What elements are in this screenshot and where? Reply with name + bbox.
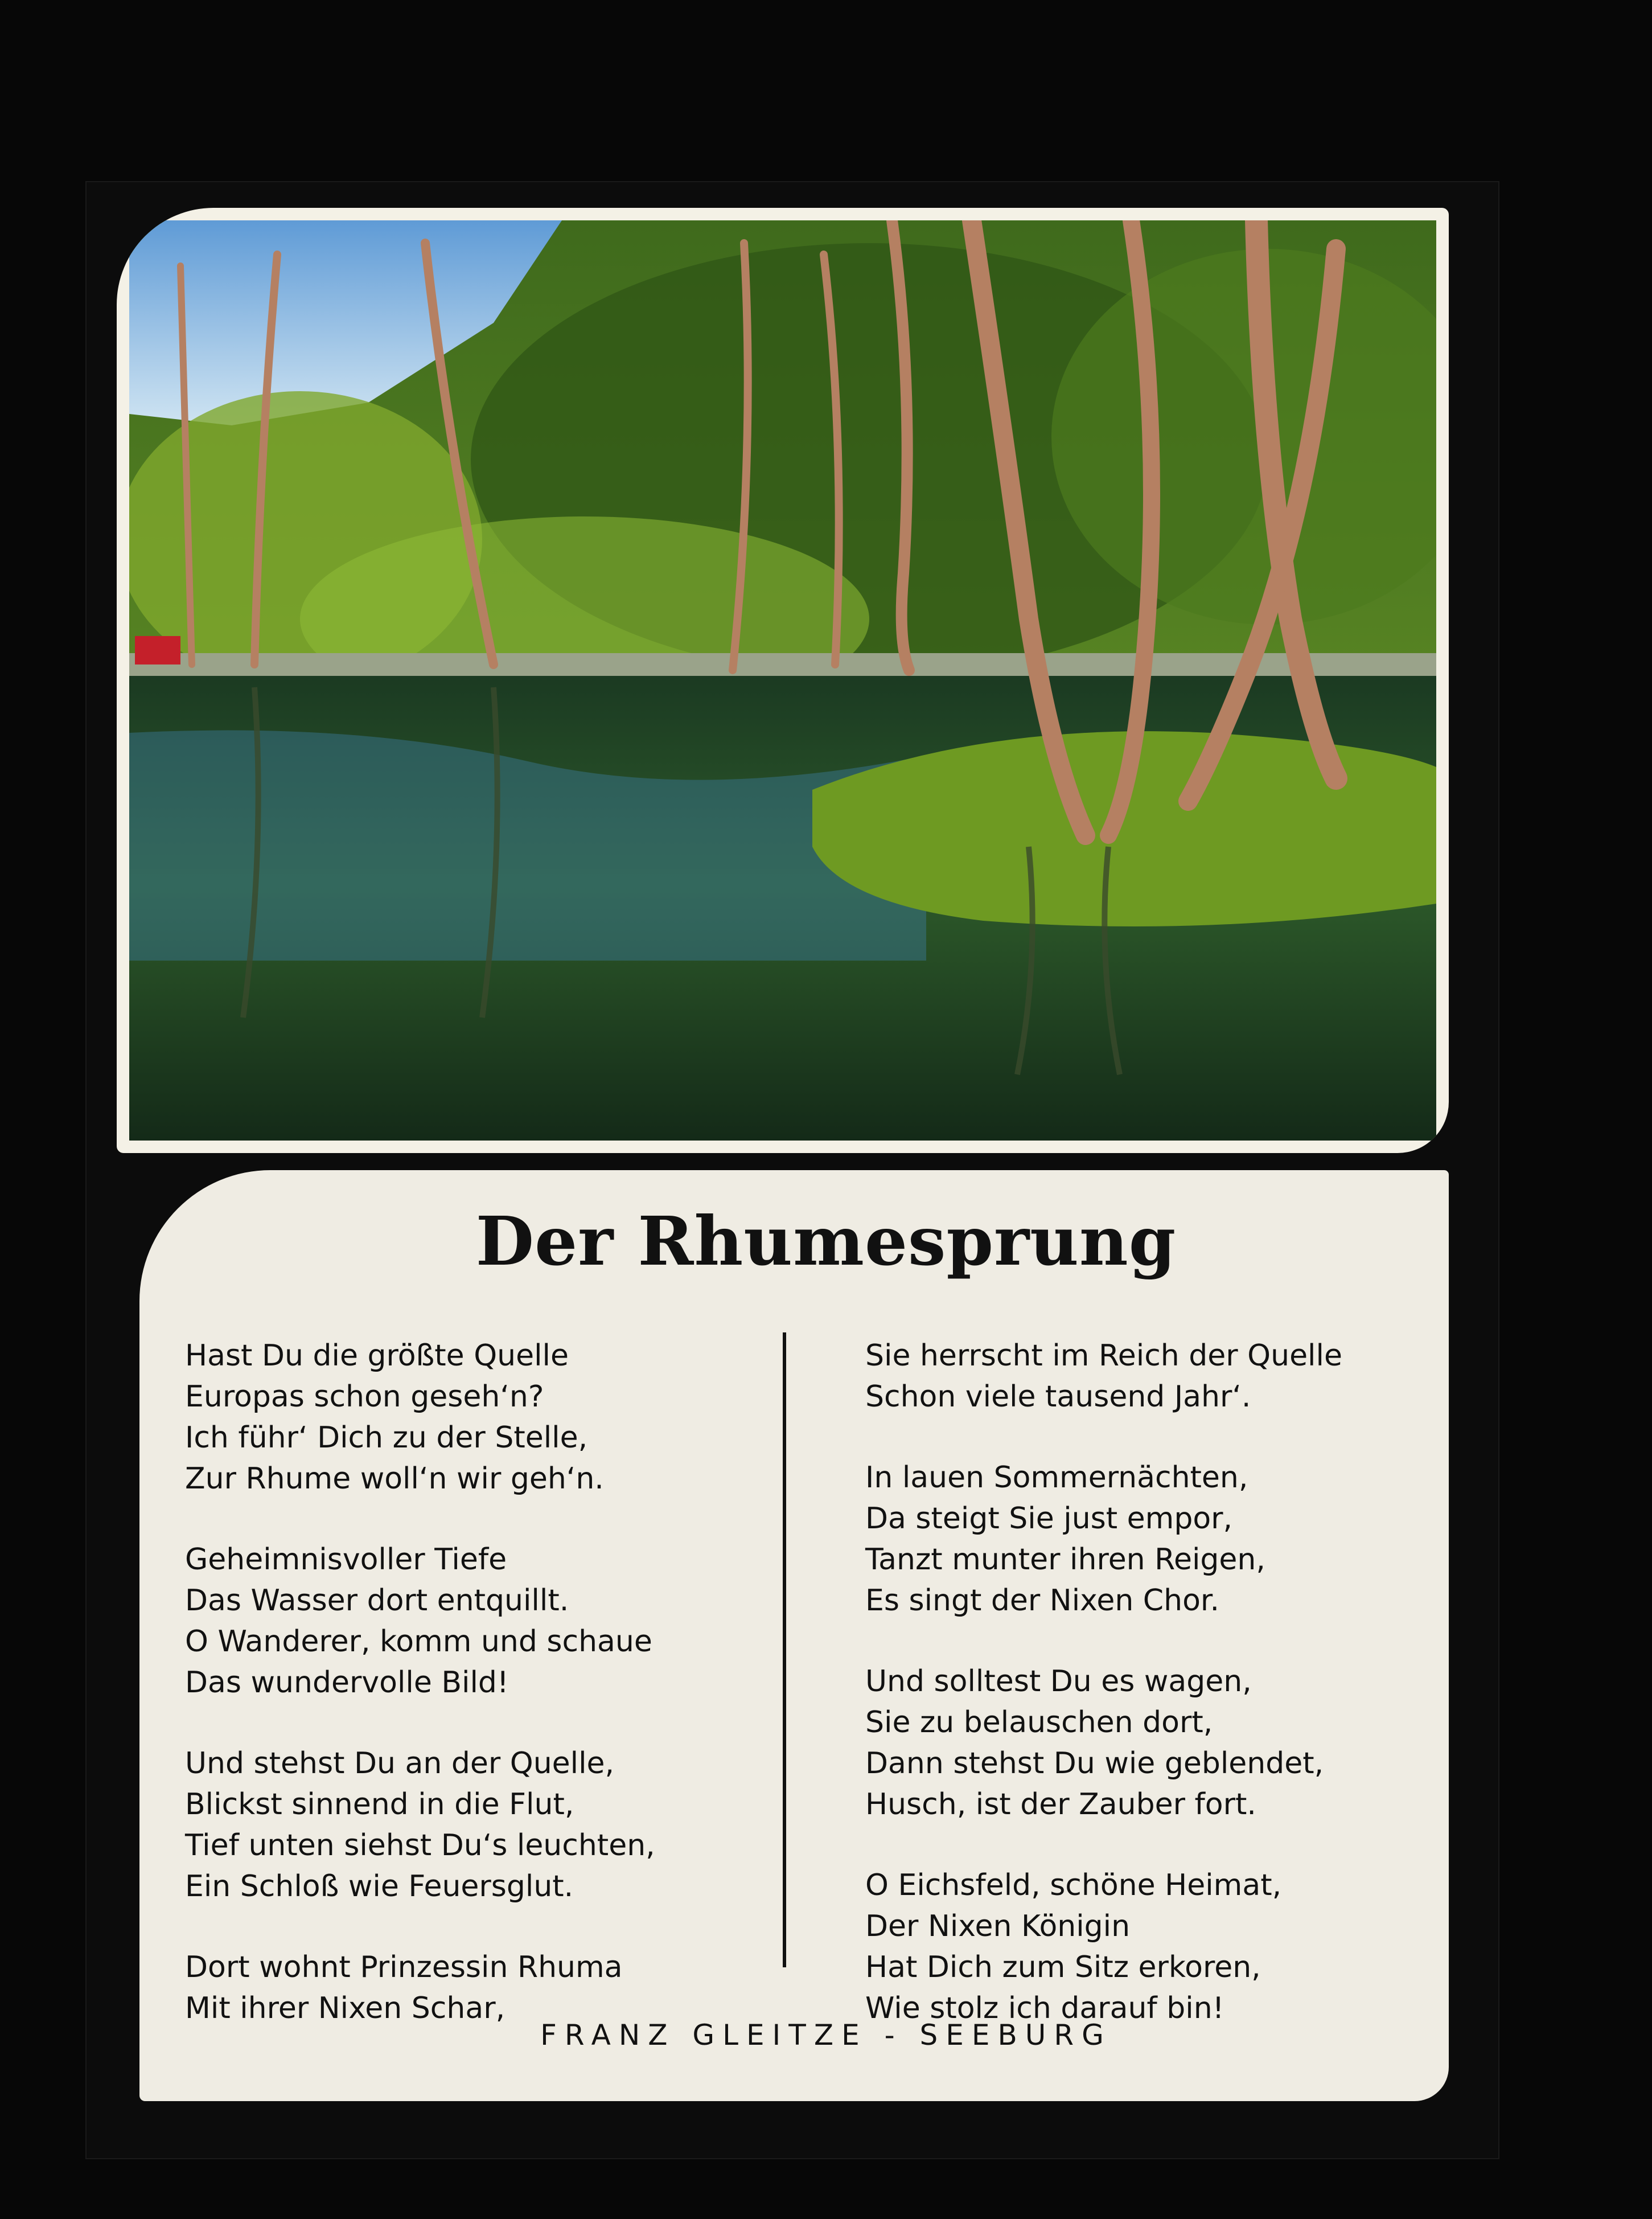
forest-spring-photo xyxy=(117,208,1449,1153)
photo-illustration xyxy=(129,220,1436,1141)
poem-line: Schon viele tausend Jahr‘. xyxy=(865,1380,1251,1414)
poem-line: Zur Rhume woll‘n wir geh‘n. xyxy=(185,1462,604,1496)
poem-line: Europas schon geseh‘n? xyxy=(185,1380,544,1414)
stanza-3 xyxy=(185,1743,754,1907)
poem-line: Dort wohnt Prinzessin Rhuma xyxy=(185,1950,623,1984)
poem-line: Blickst sinnend in die Flut, xyxy=(185,1787,574,1822)
stanza-5 xyxy=(865,1335,1435,1417)
poem-right-column xyxy=(865,1335,1435,2069)
poem-title: Der Rhumesprung xyxy=(475,1201,1177,1281)
poem-line: Hast Du die größte Quelle xyxy=(185,1339,569,1373)
stanza-6 xyxy=(865,1457,1435,1621)
poem-line: Geheimnisvoller Tiefe xyxy=(185,1543,507,1577)
stanza-2 xyxy=(185,1539,754,1703)
stanza-8 xyxy=(865,1865,1435,2029)
poem-line: Das wundervolle Bild! xyxy=(185,1666,509,1700)
poem-line: Tanzt munter ihren Reigen, xyxy=(865,1543,1265,1577)
poem-line: Ein Schloß wie Feuersglut. xyxy=(185,1869,574,1904)
author-credit: FRANZ GLEITZE - SEEBURG xyxy=(540,2019,1112,2052)
poem-line: Es singt der Nixen Chor. xyxy=(865,1584,1220,1618)
stanza-7 xyxy=(865,1661,1435,1825)
poem-line: Und stehst Du an der Quelle, xyxy=(185,1746,615,1781)
poem-line: Wie stolz ich darauf bin! xyxy=(865,1991,1224,2025)
stanza-4 xyxy=(185,1947,754,2029)
poem-line: O Wanderer, komm und schaue xyxy=(185,1625,652,1659)
poem-line: Dann stehst Du wie geblendet, xyxy=(865,1746,1324,1781)
stanza-1 xyxy=(185,1335,754,1499)
poem-line: Der Nixen Königin xyxy=(865,1909,1131,1943)
poem-line: Das Wasser dort entquillt. xyxy=(185,1584,569,1618)
poem-line: Sie herrscht im Reich der Quelle xyxy=(865,1339,1342,1373)
poem-line: O Eichsfeld, schöne Heimat, xyxy=(865,1868,1282,1902)
poem-line: Da steigt Sie just empor, xyxy=(865,1502,1233,1536)
poem-line: Ich führ‘ Dich zu der Stelle, xyxy=(185,1421,588,1455)
poem-left-column xyxy=(185,1335,754,2069)
poem-line: Hat Dich zum Sitz erkoren, xyxy=(865,1950,1261,1984)
poem-line: Mit ihrer Nixen Schar, xyxy=(185,1991,506,2025)
poem-line: Und solltest Du es wagen, xyxy=(865,1664,1252,1699)
column-divider xyxy=(783,1332,786,1967)
poem-line: Tief unten siehst Du‘s leuchten, xyxy=(185,1828,655,1863)
poem-line: Sie zu belauschen dort, xyxy=(865,1705,1213,1740)
poem-line: In lauen Sommernächten, xyxy=(865,1461,1248,1495)
poem-line: Husch, ist der Zauber fort. xyxy=(865,1787,1256,1822)
